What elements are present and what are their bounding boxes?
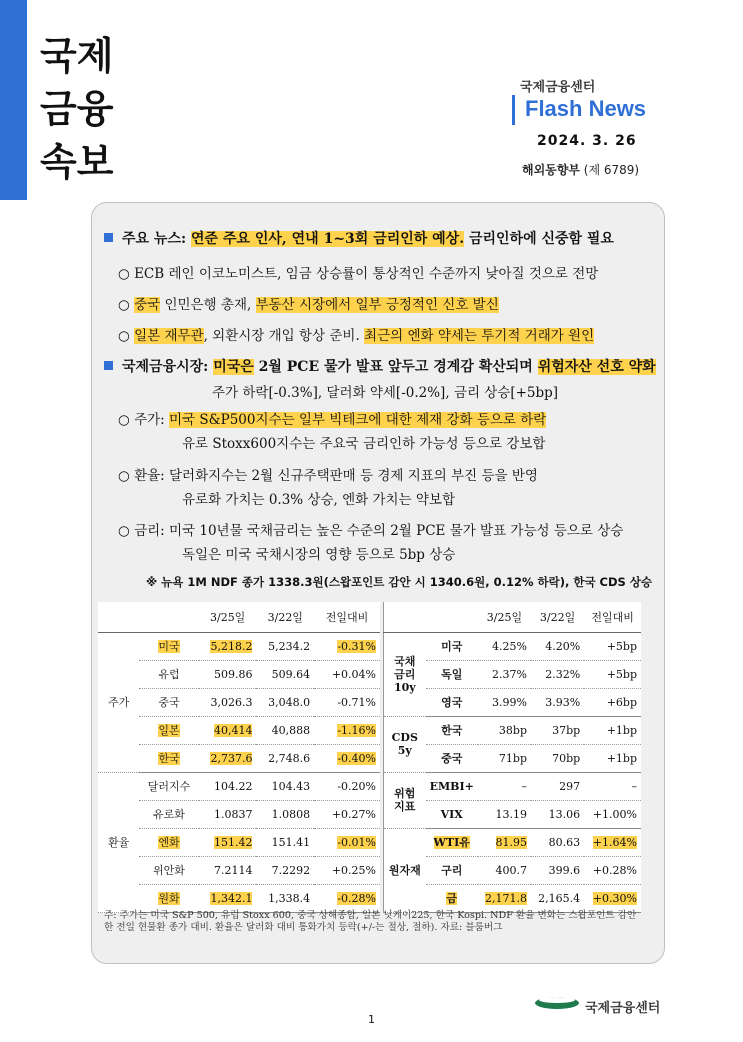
table-row [384,632,642,660]
table-header-empty [384,602,426,632]
highlight-mark: +0.30% [592,891,637,905]
value-date2: 37bp [531,716,584,744]
row-label [139,632,199,660]
table-row [98,660,380,688]
market-text: 2월 PCE 물가 발표 앞두고 경계감 확산되며 [253,359,538,375]
table-row [98,828,380,856]
news-item-highlight: 일본 재무관 [134,328,204,344]
highlight-mark: 금 [446,892,458,905]
highlight-mark: 일본 [158,724,180,737]
value-date1 [199,744,257,772]
rate-label: ○ 금리: [118,523,169,539]
value-date2: 40,888 [256,716,314,744]
value-date1: 1.0837 [199,800,257,828]
table-header-empty [98,602,139,632]
value-change: +1.00% [584,800,641,828]
value-date2: 104.43 [256,772,314,800]
value-change: -0.20% [314,772,380,800]
value-date1: 509.86 [199,660,257,688]
highlight-mark: 엔화 [158,836,180,849]
value-date2: 80.63 [531,828,584,856]
header-org: 국제금융센터 [520,80,596,95]
row-label: 유럽 [139,660,199,688]
rate-text: 미국 10년물 국채금리는 높은 수준의 2월 PCE 물가 발표 가능성 등으로 상승 [169,523,624,539]
value-change [584,828,641,856]
header-divider [512,95,515,125]
group-label: 환율 [98,772,139,912]
table-row [98,632,380,660]
market-highlight: 미국은 [213,359,254,375]
market-table-left [98,602,380,913]
value-date1: 2.37% [478,660,531,688]
market-stock [118,408,546,428]
highlight-mark: -0.31% [337,639,376,653]
value-date2: 3,048.0 [256,688,314,716]
row-label [139,828,199,856]
value-date2: 4.20% [531,632,584,660]
highlight-mark: +1.64% [592,835,637,849]
news-item-highlight: 부동산 시장에서 일부 긍정적인 신호 발신 [255,297,499,313]
table-row [98,884,380,912]
highlight-mark: 원화 [158,892,180,905]
table-header-change: 전일대비 [314,602,380,632]
rate-sub: 독일은 미국 국채시장의 영향 등으로 5bp 상승 [182,547,456,563]
table-row [384,828,642,856]
group-label: 원자재 [384,828,426,912]
table-row [384,716,642,744]
value-date1: 400.7 [478,856,531,884]
table-header-date1: 3/25일 [478,602,531,632]
market-rate [118,519,623,539]
fx-sub: 유로화 가치는 0.3% 상승, 엔화 가치는 약보합 [182,492,455,508]
value-date1: 13.19 [478,800,531,828]
value-date1: 3.99% [478,688,531,716]
row-label: 한국 [426,716,478,744]
value-change: +0.04% [314,660,380,688]
group-label: CDS 5y [384,716,426,772]
value-date1 [478,884,531,912]
market-table-right [383,602,641,913]
news-item [118,262,598,282]
table-row [384,772,642,800]
issue-number: (제 6789) [583,163,640,177]
highlight-mark: -0.40% [337,751,376,765]
table-header-empty [139,602,199,632]
value-change: +6bp [584,688,641,716]
highlight-mark: 40,414 [213,723,253,737]
fx-label: ○ 환율: [118,468,169,484]
highlight-mark: -0.01% [337,835,376,849]
row-label: 중국 [139,688,199,716]
value-date2: 3.93% [531,688,584,716]
value-change: +5bp [584,632,641,660]
market-headline [104,356,656,376]
market-fx [118,464,538,484]
stock-label: ○ 주가: [118,412,169,428]
value-date1: 38bp [478,716,531,744]
value-date2: 13.06 [531,800,584,828]
value-change: +1bp [584,716,641,744]
news-item-highlight: 최근의 엔화 약세는 투기적 거래가 원인 [364,328,595,344]
side-accent-bar [0,0,27,200]
table-header-date1: 3/25일 [199,602,257,632]
row-label: 영국 [426,688,478,716]
highlight-mark: -0.28% [337,891,376,905]
highlight-mark: 5,218.2 [210,639,253,653]
highlight-mark: 151.42 [213,835,253,849]
row-label: 독일 [426,660,478,688]
value-date1: 104.22 [199,772,257,800]
news-headline-highlight: 연준 주요 인사, 연내 1~3회 금리인하 예상. [191,231,465,247]
row-label [139,744,199,772]
highlight-mark: 한국 [158,752,180,765]
group-label: 위험 지표 [384,772,426,828]
report-title [40,30,113,189]
value-date1 [199,716,257,744]
highlight-mark: WTI유 [433,836,470,849]
highlight-mark: 1,342.1 [210,891,253,905]
footer-logo-text: 국제금융센터 [585,1001,661,1016]
value-date1: – [478,772,531,800]
highlight-mark: -1.16% [337,723,376,737]
table-row [98,800,380,828]
row-label: 위안화 [139,856,199,884]
page-number: 1 [368,1013,375,1026]
highlight-mark: 미국 [158,640,180,653]
value-change: +0.28% [584,856,641,884]
value-change [584,884,641,912]
value-change: +0.27% [314,800,380,828]
ndf-note: ※ 뉴욕 1M NDF 종가 1338.3원(스왑포인트 감안 시 1340.6원, 0.12% 하락), 한국 CDS 상승 [146,575,653,589]
group-label: 주가 [98,632,139,772]
news-item-text: ECB 레인 이코노미스트, 임금 상승률이 통상적인 수준까지 낮아질 것으로 전망 [134,266,599,282]
highlight-mark: 2,737.6 [210,751,253,765]
row-label: 미국 [426,632,478,660]
table-header-date2: 3/22일 [531,602,584,632]
value-change: – [584,772,641,800]
row-label: EMBI+ [426,772,478,800]
market-label: 국제금융시장: [122,359,209,375]
row-label [426,884,478,912]
table-header-change: 전일대비 [584,602,641,632]
news-item-text: , 외환시장 개입 항상 준비. [203,328,365,344]
value-change: +1bp [584,744,641,772]
value-date2: 297 [531,772,584,800]
value-date2: 1,338.4 [256,884,314,912]
row-label: 유로화 [139,800,199,828]
group-label: 국채 금리 10y [384,632,426,716]
value-date2: 7.2292 [256,856,314,884]
value-date2: 1.0808 [256,800,314,828]
news-headline-rest: 금리인하에 신중함 필요 [464,231,614,247]
news-item-highlight: 중국 [134,297,161,313]
row-label: 구리 [426,856,478,884]
header-date: 2024. 3. 26 [537,133,637,149]
footnote: 주: 주가는 미국 S&P 500, 유럽 Stoxx 600, 중국 상해종합, 일본 닛케이225, 한국 Kospi. NDF 환율 변화는 스왑포인트 감안한 전일 현물환 종가 대비. 환율은 달러화 대비 통화가치 등락(+/-는 절상, 절하). 자료: 블룸버그 [104,910,637,933]
table-row [98,744,380,772]
value-date1 [199,828,257,856]
stock-highlight: 미국 S&P500지수는 일부 빅테크에 대한 제재 강화 등으로 하락 [169,412,547,428]
value-date1: 3,026.3 [199,688,257,716]
square-bullet-icon [104,233,113,242]
market-summary-line: 주가 하락[-0.3%], 달러화 약세[-0.2%], 금리 상승[+5bp] [212,385,559,401]
value-change [314,828,380,856]
value-change [314,716,380,744]
header-flash-news: Flash News [525,96,647,121]
value-change [314,744,380,772]
value-date1: 4.25% [478,632,531,660]
highlight-mark: 81.95 [495,835,527,849]
news-item [118,324,594,344]
table-row [98,772,380,800]
table-row [98,716,380,744]
value-date1 [478,828,531,856]
value-date2: 509.64 [256,660,314,688]
news-headline [104,228,614,248]
row-label: VIX [426,800,478,828]
fx-text: 달러화지수는 2월 신규주택판매 등 경제 지표의 부진 등을 반영 [169,468,538,484]
highlight-mark: 2,171.8 [485,891,527,905]
table-row [98,856,380,884]
news-item-text: 인민은행 총재, [160,297,256,313]
table-header-empty [426,602,478,632]
row-label [139,716,199,744]
table-header-date2: 3/22일 [256,602,314,632]
logo-icon [534,994,580,1010]
value-date2: 5,234.2 [256,632,314,660]
row-label [426,828,478,856]
value-date2: 70bp [531,744,584,772]
value-change: +5bp [584,660,641,688]
value-date2: 2,165.4 [531,884,584,912]
value-date1 [199,632,257,660]
title-line: 금융 [40,87,114,131]
circle-bullet: ○ [118,297,135,313]
market-highlight: 위험자산 선호 약화 [537,359,656,375]
value-date1: 7.2114 [199,856,257,884]
row-label [139,884,199,912]
value-date2: 2,748.6 [256,744,314,772]
title-line: 국제 [40,34,114,78]
value-change [314,632,380,660]
value-change [314,884,380,912]
circle-bullet: ○ [118,266,135,282]
header-dept [522,161,639,178]
value-change: -0.71% [314,688,380,716]
value-date2: 151.41 [256,828,314,856]
value-date2: 399.6 [531,856,584,884]
value-date2: 2.32% [531,660,584,688]
value-change: +0.25% [314,856,380,884]
title-line: 속보 [40,140,114,184]
news-label: 주요 뉴스: [122,231,187,247]
stock-sub: 유로 Stoxx600지수는 주요국 금리인하 가능성 등으로 강보합 [182,436,546,452]
row-label: 달러지수 [139,772,199,800]
square-bullet-icon [104,361,113,370]
dept-name: 해외동향부 [522,163,580,177]
table-row [98,688,380,716]
circle-bullet: ○ [118,328,135,344]
news-item [118,293,499,313]
value-date1 [199,884,257,912]
value-date1: 71bp [478,744,531,772]
row-label: 중국 [426,744,478,772]
